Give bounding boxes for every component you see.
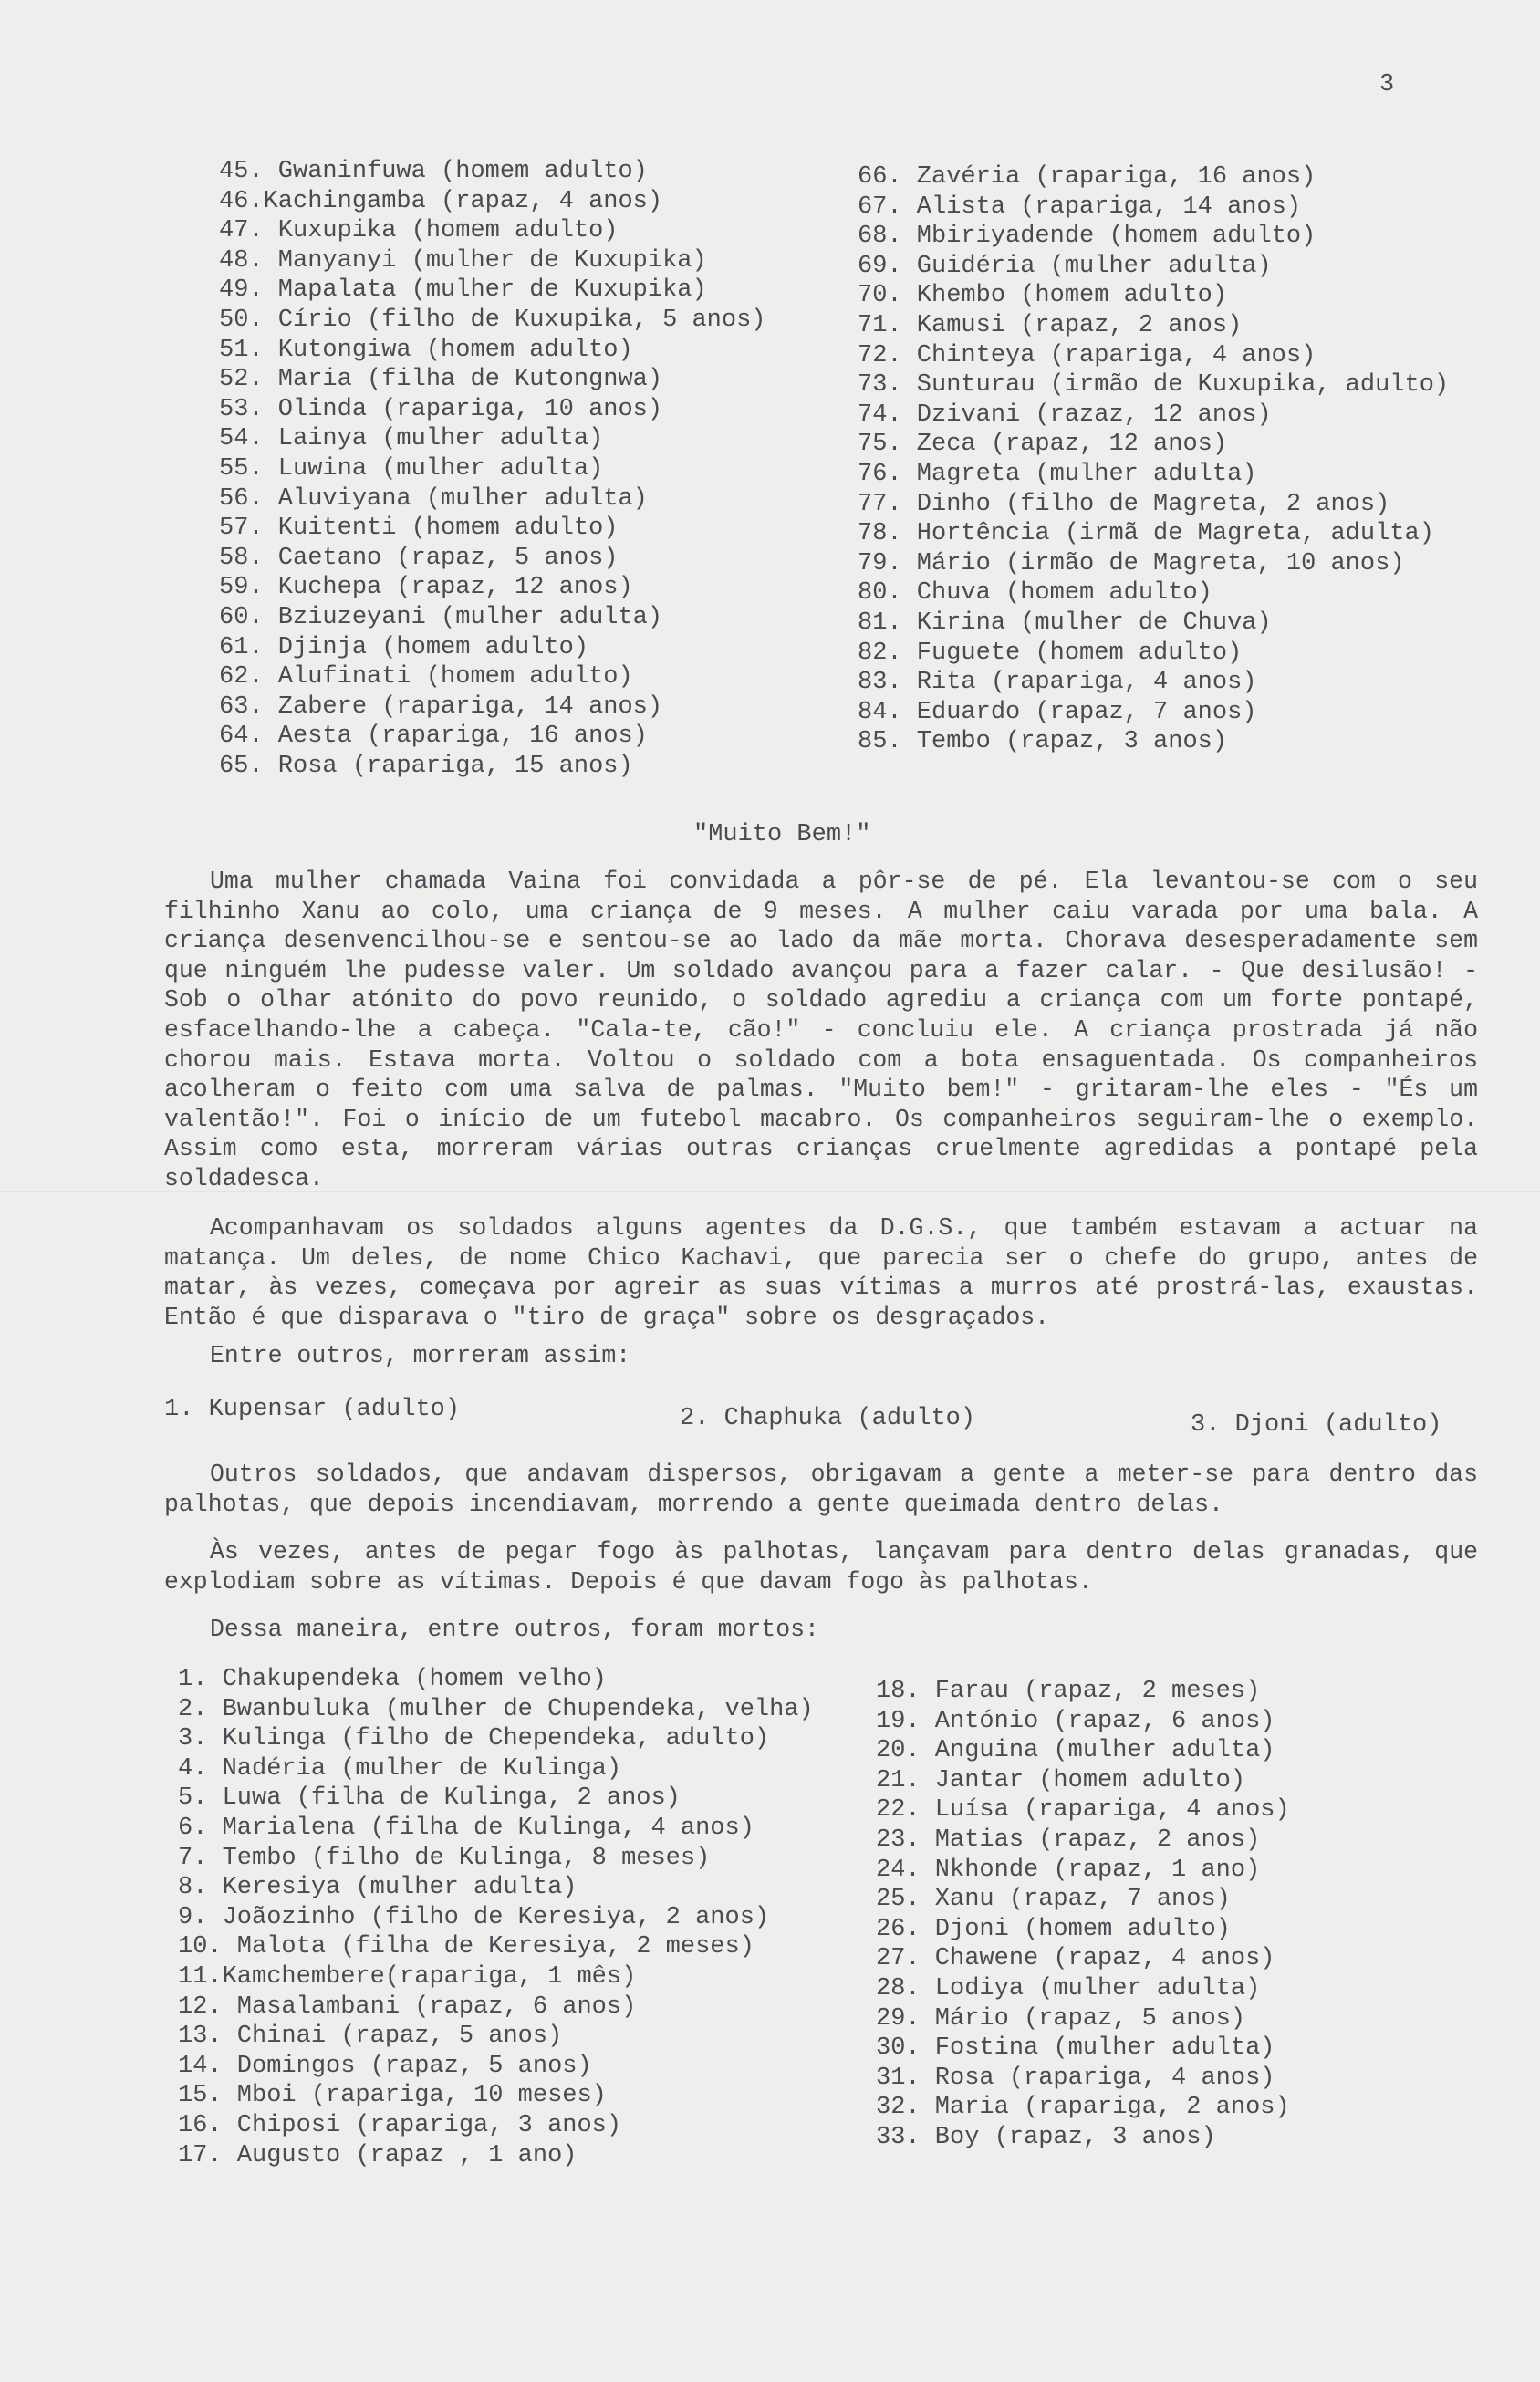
victim-list-item: 71. Kamusi (rapaz, 2 anos)	[858, 311, 1243, 339]
victim-list-item: 66. Zavéria (rapariga, 16 anos)	[858, 163, 1316, 191]
victim-item: 3. Djoni (adulto)	[1191, 1411, 1442, 1439]
victim-list-item: 46.Kachingamba (rapaz, 4 anos)	[219, 187, 663, 215]
victim-list-item: 68. Mbiriyadende (homem adulto)	[858, 223, 1316, 251]
victim-list-item: 15. Mboi (rapariga, 10 meses)	[178, 2082, 607, 2110]
victim-list-item: 19. António (rapaz, 6 anos)	[876, 1707, 1275, 1735]
victim-list-item: 74. Dzivani (razaz, 12 anos)	[858, 400, 1272, 429]
victim-list-item: 13. Chinai (rapaz, 5 anos)	[178, 2023, 563, 2051]
victim-list-item: 49. Mapalata (mulher de Kuxupika)	[219, 276, 707, 305]
victim-list-item: 58. Caetano (rapaz, 5 anos)	[219, 544, 619, 572]
victim-list-item: 5. Luwa (filha de Kulinga, 2 anos)	[178, 1784, 681, 1813]
victim-list-item: 85. Tembo (rapaz, 3 anos)	[858, 728, 1228, 756]
victim-list-item: 18. Farau (rapaz, 2 meses)	[876, 1678, 1261, 1705]
victim-list-item: 78. Hortência (irmã de Magreta, adulta)	[858, 520, 1434, 548]
victim-list-item: 21. Jantar (homem adulto)	[876, 1766, 1246, 1794]
victim-list-item: 6. Marialena (filha de Kulinga, 4 anos)	[178, 1814, 754, 1842]
victim-list-item: 10. Malota (filha de Keresiya, 2 meses)	[178, 1933, 754, 1961]
victim-list-item: 65. Rosa (rapariga, 15 anos)	[219, 752, 633, 780]
victim-list-item: 47. Kuxupika (homem adulto)	[219, 217, 619, 245]
victim-list-a	[219, 157, 766, 781]
victim-item: 1. Kupensar (adulto)	[164, 1396, 461, 1423]
victim-list-item: 79. Mário (irmão de Magreta, 10 anos)	[858, 549, 1405, 577]
victim-list-item: 60. Bziuzeyani (mulher adulta)	[219, 603, 663, 631]
victim-list-item: 30. Fostina (mulher adulta)	[876, 2034, 1275, 2063]
victim-list-item: 25. Xanu (rapaz, 7 anos)	[876, 1886, 1231, 1914]
victim-list-item: 50. Círio (filho de Kuxupika, 5 anos)	[219, 306, 766, 334]
victim-list-item: 63. Zabere (rapariga, 14 anos)	[219, 692, 663, 721]
victim-list-item: 77. Dinho (filho de Magreta, 2 anos)	[858, 490, 1390, 518]
victim-list-item: 56. Aluviyana (mulher adulta)	[219, 484, 648, 513]
victim-item: 2. Chaphuka (adulto)	[680, 1405, 976, 1432]
victim-list-b	[858, 162, 1449, 757]
victim-list-item: 16. Chiposi (rapariga, 3 anos)	[178, 2111, 622, 2139]
victim-list-item: 23. Matias (rapaz, 2 anos)	[876, 1826, 1261, 1854]
victim-list-item: 11.Kamchembere(rapariga, 1 mês)	[178, 1962, 637, 1991]
victim-list-item: 84. Eduardo (rapaz, 7 anos)	[858, 698, 1257, 726]
paragraph: Acompanhavam os soldados alguns agentes da D.G.S., que também estavam a actuar na matança. Um deles, de nome Chico Kachavi, que parecia ser o chefe do grupo, antes de matar, às vezes, começava por agreir as suas vítimas a murros até prostrá-las, exaustas. Então é que disparava o "tiro de graça" sobre os desgraçados.	[164, 1214, 1478, 1331]
victim-list-item: 2. Bwanbuluka (mulher de Chupendeka, velha)	[178, 1695, 814, 1723]
victim-list-item: 8. Keresiya (mulher adulta)	[178, 1874, 578, 1902]
victim-list-item: 51. Kutongiwa (homem adulto)	[219, 336, 633, 364]
paragraph: Entre outros, morreram assim:	[210, 1342, 631, 1369]
victim-list-item: 53. Olinda (rapariga, 10 anos)	[219, 395, 663, 423]
paragraph: Às vezes, antes de pegar fogo às palhotas, lançavam para dentro delas granadas, que explodiam sobre as vítimas. Depois é que davam fogo às palhotas.	[164, 1538, 1478, 1596]
victim-list-item: 52. Maria (filha de Kutongnwa)	[219, 366, 663, 394]
victim-list-item: 64. Aesta (rapariga, 16 anos)	[219, 723, 648, 751]
victim-list-item: 62. Alufinati (homem adulto)	[219, 663, 633, 692]
victim-list-item: 3. Kulinga (filho de Chependeka, adulto)	[178, 1725, 770, 1753]
victim-list-item: 72. Chinteya (rapariga, 4 anos)	[858, 341, 1316, 369]
paragraph: Dessa maneira, entre outros, foram mortos:	[210, 1616, 819, 1643]
victim-list-item: 70. Khembo (homem adulto)	[858, 282, 1228, 310]
victim-list-item: 26. Djoni (homem adulto)	[876, 1915, 1231, 1943]
victim-list-item: 7. Tembo (filho de Kulinga, 8 meses)	[178, 1844, 711, 1872]
victim-list-d	[876, 1677, 1290, 2153]
victim-list-item: 55. Luwina (mulher adulta)	[219, 454, 604, 483]
victim-list-item: 54. Lainya (mulher adulta)	[219, 425, 604, 453]
victim-list-item: 1. Chakupendeka (homem velho)	[178, 1666, 607, 1693]
victim-list-item: 75. Zeca (rapaz, 12 anos)	[858, 431, 1228, 459]
victim-list-item: 12. Masalambani (rapaz, 6 anos)	[178, 1992, 637, 2021]
victim-list-item: 20. Anguina (mulher adulta)	[876, 1737, 1275, 1765]
victim-list-item: 81. Kirina (mulher de Chuva)	[858, 609, 1272, 637]
victim-list-item: 67. Alista (rapariga, 14 anos)	[858, 192, 1302, 221]
victim-list-item: 17. Augusto (rapaz , 1 ano)	[178, 2141, 578, 2169]
victim-list-item: 61. Djinja (homem adulto)	[219, 633, 589, 661]
victim-list-item: 48. Manyanyi (mulher de Kuxupika)	[219, 246, 707, 275]
victim-list-item: 83. Rita (rapariga, 4 anos)	[858, 669, 1257, 697]
victim-list-c	[178, 1665, 814, 2170]
victim-list-item: 14. Domingos (rapaz, 5 anos)	[178, 2052, 592, 2080]
victim-list-item: 59. Kuchepa (rapaz, 12 anos)	[219, 574, 633, 602]
victim-list-item: 80. Chuva (homem adulto)	[858, 579, 1212, 608]
victim-list-item: 28. Lodiya (mulher adulta)	[876, 1974, 1261, 2002]
victim-list-item: 82. Fuguete (homem adulto)	[858, 639, 1243, 667]
paragraph: Uma mulher chamada Vaina foi convidada a pôr-se de pé. Ela levantou-se com o seu filhinho Xanu ao colo, uma criança de 9 meses. A mulher caiu varada por uma bala. A criança desenvencilhou-se e sentou-se ao lado da mãe morta. Chorava desesperadamente sem que ninguém lhe pudesse valer. Um soldado avançou para a fazer calar. - Que desilusão! - Sob o olhar atónito do povo reunido, o soldado agrediu a criança com um forte pontapé, esfacelhando-lhe a cabeça. "Cala-te, cão!" - concluiu ele. A criança prostrada já não chorou mais. Estava morta. Voltou o soldado com a bota ensaguentada. Os companheiros acolheram o feito com uma salva de palmas. "Muito bem!" - gritaram-lhe eles - "És um valentão!". Foi o início de um futebol macabro. Os companheiros seguiram-lhe o exemplo. Assim como esta, morreram várias outras crianças cruelmente agredidas a pontapé pela soldadesca.	[164, 868, 1478, 1192]
victim-list-item: 22. Luísa (rapariga, 4 anos)	[876, 1796, 1290, 1825]
victim-list-item: 33. Boy (rapaz, 3 anos)	[876, 2123, 1216, 2151]
victim-list-item: 9. Joãozinho (filho de Keresiya, 2 anos)	[178, 1903, 770, 1931]
victim-list-item: 29. Mário (rapaz, 5 anos)	[876, 2004, 1246, 2033]
victim-list-item: 73. Sunturau (irmão de Kuxupika, adulto)	[858, 371, 1450, 400]
victim-list-item: 31. Rosa (rapariga, 4 anos)	[876, 2064, 1275, 2092]
victim-list-item: 57. Kuitenti (homem adulto)	[219, 515, 619, 543]
section-heading: "Muito Bem!"	[693, 821, 871, 848]
victim-list-item: 76. Magreta (mulher adulta)	[858, 460, 1257, 488]
page-number: 3	[1379, 71, 1395, 99]
victim-list-item: 24. Nkhonde (rapaz, 1 ano)	[876, 1856, 1261, 1884]
victim-list-item: 32. Maria (rapariga, 2 anos)	[876, 2094, 1290, 2122]
paragraph: Outros soldados, que andavam dispersos, obrigavam a gente a meter-se para dentro das palhotas, que depois incendiavam, morrendo a gente queimada dentro delas.	[164, 1461, 1478, 1518]
victim-list-item: 45. Gwaninfuwa (homem adulto)	[219, 158, 648, 185]
victim-list-item: 4. Nadéria (mulher de Kulinga)	[178, 1754, 622, 1783]
victim-list-item: 69. Guidéria (mulher adulta)	[858, 252, 1272, 280]
victim-list-item: 27. Chawene (rapaz, 4 anos)	[876, 1945, 1275, 1973]
